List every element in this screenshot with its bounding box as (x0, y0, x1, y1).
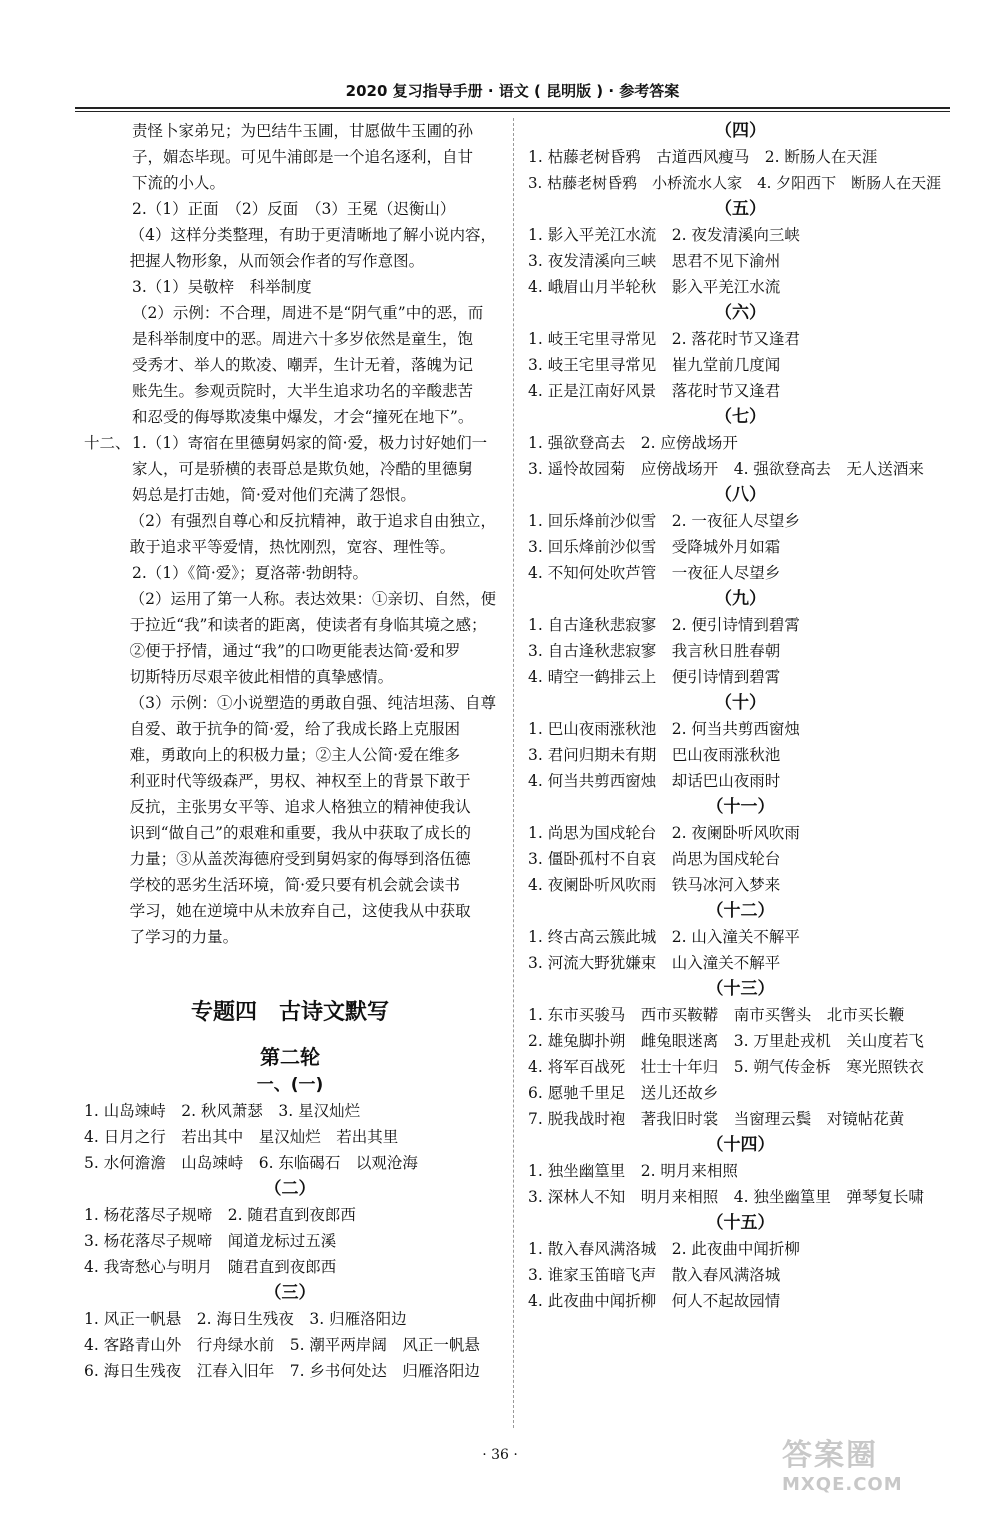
answer-line: 1. 强欲登高去 2. 应傍战场开 (528, 434, 738, 452)
answer-line: 3. 回乐烽前沙似雪 受降城外月如霜 (528, 538, 781, 556)
right-column (528, 118, 953, 1314)
answer-body (132, 300, 496, 430)
topic-title: 专题四 古诗文默写 (190, 1000, 389, 1025)
right-sections (528, 118, 953, 1314)
answer-line: 2.（1）正面 （2）反面 （3）王冕（迟衡山） (132, 200, 456, 218)
section-title: （十） (715, 693, 766, 713)
answer-line: 把握人物形象，从而领会作者的写作意图。 (129, 252, 425, 270)
answer-line: 1. 自古逢秋悲寂寥 2. 便引诗情到碧霄 (528, 616, 800, 634)
left-sections (84, 1072, 496, 1384)
answer-line: 1. 回乐烽前沙似雪 2. 一夜征人尽望乡 (528, 512, 800, 530)
answer-block (84, 196, 496, 222)
answer-line: 识到“做自己”的艰难和重要，我从中获取了成长的 (129, 824, 471, 842)
answer-block (84, 430, 496, 508)
answer-block (84, 300, 496, 430)
answer-line: 敢于追求平等爱情，热忱刚烈，宽容、理性等。 (129, 538, 456, 556)
answer-line: 1. 终古高云簇此城 2. 山入潼关不解平 (528, 928, 800, 946)
page-number: · 36 · (482, 1447, 518, 1463)
answer-block (84, 508, 496, 560)
round-title: 第二轮 (260, 1045, 320, 1069)
section-title: 一、(一) (256, 1075, 324, 1095)
left-column (84, 118, 496, 1384)
section-title: （二） (264, 1179, 316, 1199)
answer-body (132, 196, 496, 222)
answer-line: 6. 海日生残夜 江春入旧年 7. 乡书何处达 归雁洛阳边 (84, 1362, 480, 1380)
answer-line: 4. 此夜曲中闻折柳 何人不起故园情 (528, 1292, 781, 1310)
answer-line: 难，勇敢向上的积极力量；②主人公简·爱在维多 (129, 746, 461, 764)
answer-line: 4. 正是江南好风景 落花时节又逢君 (528, 382, 781, 400)
answer-line: 3.（1）吴敬梓 科举制度 (132, 278, 312, 296)
answer-line: 3. 遥怜故园菊 应傍战场开 4. 强欲登高去 无人送酒来 (528, 460, 924, 478)
answer-line: 2. 雄兔脚扑朔 雌兔眼迷离 3. 万里赴戎机 关山度若飞 (528, 1032, 924, 1050)
answer-line: 3. 杨花落尽子规啼 闻道龙标过五溪 (84, 1232, 337, 1250)
answer-line: 1. 山岛竦峙 2. 秋风萧瑟 3. 星汉灿烂 (84, 1102, 361, 1120)
answer-line: 5. 水何澹澹 山岛竦峙 6. 东临碣石 以观沧海 (84, 1154, 418, 1172)
answer-line: （2）有强烈自尊心和反抗精神，敢于追求自由独立， (129, 512, 496, 530)
page-header: 2020 复习指导手册 · 语文 ( 昆明版 ) · 参考答案 (345, 82, 680, 100)
answer-line: （2）运用了第一人称。表达效果：①亲切、自然，便 (129, 590, 496, 608)
answer-line: 了学习的力量。 (129, 928, 239, 946)
answer-body (132, 560, 496, 586)
answer-line: 学习，她在逆境中从未放弃自己，这使我从中获取 (129, 902, 471, 920)
answer-line: （3）示例：①小说塑造的勇敢自强、纯洁坦荡、自尊 (129, 694, 496, 712)
answer-line: 受秀才、举人的欺凌、嘲弄，生计无着，落魄为记 (132, 356, 474, 374)
answer-line: 3. 僵卧孤村不自哀 尚思为国戍轮台 (528, 850, 781, 868)
answer-line: （4）这样分类整理，有助于更清晰地了解小说内容， (129, 226, 496, 244)
answer-line: 3. 河流大野犹嫌束 山入潼关不解平 (528, 954, 781, 972)
answer-block (84, 690, 496, 950)
answer-line: 4. 晴空一鹤排云上 便引诗情到碧霄 (528, 668, 781, 686)
answer-line: 4. 不知何处吹芦管 一夜征人尽望乡 (528, 564, 781, 582)
answer-line: 6. 愿驰千里足 送儿还故乡 (528, 1084, 719, 1102)
answer-body (130, 586, 496, 690)
answer-block (84, 118, 496, 196)
answer-line: 切斯特历尽艰辛彼此相惜的真挚感情。 (129, 668, 394, 686)
answer-line: 1. 杨花落尽子规啼 2. 随君直到夜郎西 (84, 1206, 356, 1224)
answer-line: 责怪卜家弟兄；为巴结牛玉圃，甘愿做牛玉圃的孙 (132, 122, 474, 140)
answer-line: 4. 何当共剪西窗烛 却话巴山夜雨时 (528, 772, 781, 790)
answer-line: 3. 君问归期未有期 巴山夜雨涨秋池 (528, 746, 781, 764)
answer-line: 4. 客路青山外 行舟绿水前 5. 潮平两岸阔 风正一帆悬 (84, 1336, 480, 1354)
section-title: （十四） (706, 1135, 775, 1155)
watermark-title: 答案圈 (782, 1438, 878, 1473)
answer-line: ②便于抒情，通过“我”的口吻更能表达简·爱和罗 (129, 642, 461, 660)
answer-line: 4. 我寄愁心与明月 随君直到夜郎西 (84, 1258, 337, 1276)
answer-line: 反抗，主张男女平等、追求人格独立的精神使我认 (129, 798, 471, 816)
answer-body (130, 222, 496, 274)
answer-block (84, 560, 496, 586)
answer-line: 3. 深林人不知 明月来相照 4. 独坐幽篁里 弹琴复长啸 (528, 1188, 924, 1206)
section-title: （五） (715, 199, 766, 219)
answer-line: 4. 将军百战死 壮士十年归 5. 朔气传金柝 寒光照铁衣 (528, 1058, 924, 1076)
header-rule (75, 107, 950, 109)
answer-line: 3. 夜发清溪向三峡 思君不见下渝州 (528, 252, 781, 270)
header-rule-thin (75, 111, 950, 112)
column-divider (513, 118, 514, 1428)
answer-line: 1. 散入春风满洛城 2. 此夜曲中闻折柳 (528, 1240, 800, 1258)
answer-line: 4. 峨眉山月半轮秋 影入平羌江水流 (528, 278, 781, 296)
left-top-answers (84, 118, 496, 950)
answer-line: 账先生。参观贡院时，大半生追求功名的辛酸悲苦 (132, 382, 474, 400)
answer-line: 3. 枯藤老树昏鸦 小桥流水人家 4. 夕阳西下 断肠人在天涯 (528, 174, 942, 192)
answer-line: 是科举制度中的恶。周进六十多岁依然是童生，饱 (132, 330, 474, 348)
answer-line: 1. 尚思为国戍轮台 2. 夜阑卧听风吹雨 (528, 824, 800, 842)
answer-block (84, 274, 496, 300)
answer-body (130, 690, 496, 950)
answer-line: 子，媚态毕现。可见牛浦郎是一个追名逐利，自甘 (132, 148, 474, 166)
answer-line: 下流的小人。 (132, 174, 226, 192)
answer-line: 1.（1）寄宿在里德舅妈家的简·爱，极力讨好她们一 (132, 434, 488, 452)
answer-line: 7. 脱我战时袍 著我旧时裳 当窗理云鬓 对镜帖花黄 (528, 1110, 905, 1128)
answer-line: 1. 枯藤老树昏鸦 古道西风瘦马 2. 断肠人在天涯 (528, 148, 878, 166)
section-title: （六） (715, 303, 766, 323)
section-title: （十一） (706, 797, 775, 817)
answer-line: 3. 自古逢秋悲寂寥 我言秋日胜春朝 (528, 642, 781, 660)
answer-body (132, 118, 496, 196)
answer-line: 4. 日月之行 若出其中 星汉灿烂 若出其里 (84, 1128, 399, 1146)
watermark-url: MXQE.COM (782, 1474, 903, 1495)
section-title: （十二） (706, 901, 775, 921)
answer-line: 自爱、敢于抗争的简·爱，给了我成长路上克服困 (129, 720, 461, 738)
answer-line: 家人，可是骄横的表哥总是欺负她，冷酷的里德舅 (132, 460, 474, 478)
answer-line: 4. 夜阑卧听风吹雨 铁马冰河入梦来 (528, 876, 781, 894)
answer-line: 2.（1）《简·爱》；夏洛蒂·勃朗特。 (132, 564, 369, 582)
answer-line: 1. 岐王宅里寻常见 2. 落花时节又逢君 (528, 330, 800, 348)
answer-block (84, 586, 496, 690)
answer-line: 1. 东市买骏马 西市买鞍鞯 南市买辔头 北市买长鞭 (528, 1006, 905, 1024)
answer-line: 3. 谁家玉笛暗飞声 散入春风满洛城 (528, 1266, 781, 1284)
answer-line: 利亚时代等级森严，男权、神权至上的背景下敢于 (129, 772, 471, 790)
answer-line: 力量；③从盖茨海德府受到舅妈家的侮辱到洛伍德 (129, 850, 471, 868)
answer-number: 十二、 (84, 434, 131, 452)
answer-line: 1. 独坐幽篁里 2. 明月来相照 (528, 1162, 738, 1180)
section-title: （十三） (706, 979, 775, 999)
answer-body (132, 430, 496, 508)
answer-line: 妈总是打击她，简·爱对他们充满了怨恨。 (132, 486, 416, 504)
section-title: （三） (264, 1283, 316, 1303)
section-title: （十五） (706, 1213, 775, 1233)
answer-line: 和忍受的侮辱欺凌集中爆发，才会“撞死在地下”。 (132, 408, 474, 426)
answer-block (84, 222, 496, 274)
answer-line: 学校的恶劣生活环境，简·爱只要有机会就会读书 (129, 876, 461, 894)
answer-body (130, 508, 496, 560)
section-title: （八） (715, 485, 766, 505)
section-title: （九） (715, 589, 766, 609)
section-title: （七） (715, 407, 766, 427)
answer-line: 1. 影入平羌江水流 2. 夜发清溪向三峡 (528, 226, 800, 244)
answer-line: 于拉近“我”和读者的距离，使读者有身临其境之感； (129, 616, 487, 634)
answer-line: 1. 巴山夜雨涨秋池 2. 何当共剪西窗烛 (528, 720, 800, 738)
section-title: （四） (715, 121, 766, 141)
answer-line: 3. 岐王宅里寻常见 崔九堂前几度闻 (528, 356, 781, 374)
answer-line: （2）示例：不合理，周进不是“阴气重”中的恶，而 (132, 304, 484, 322)
answer-line: 1. 风正一帆悬 2. 海日生残夜 3. 归雁洛阳边 (84, 1310, 407, 1328)
watermark-logo (782, 1430, 982, 1500)
answer-body (132, 274, 496, 300)
